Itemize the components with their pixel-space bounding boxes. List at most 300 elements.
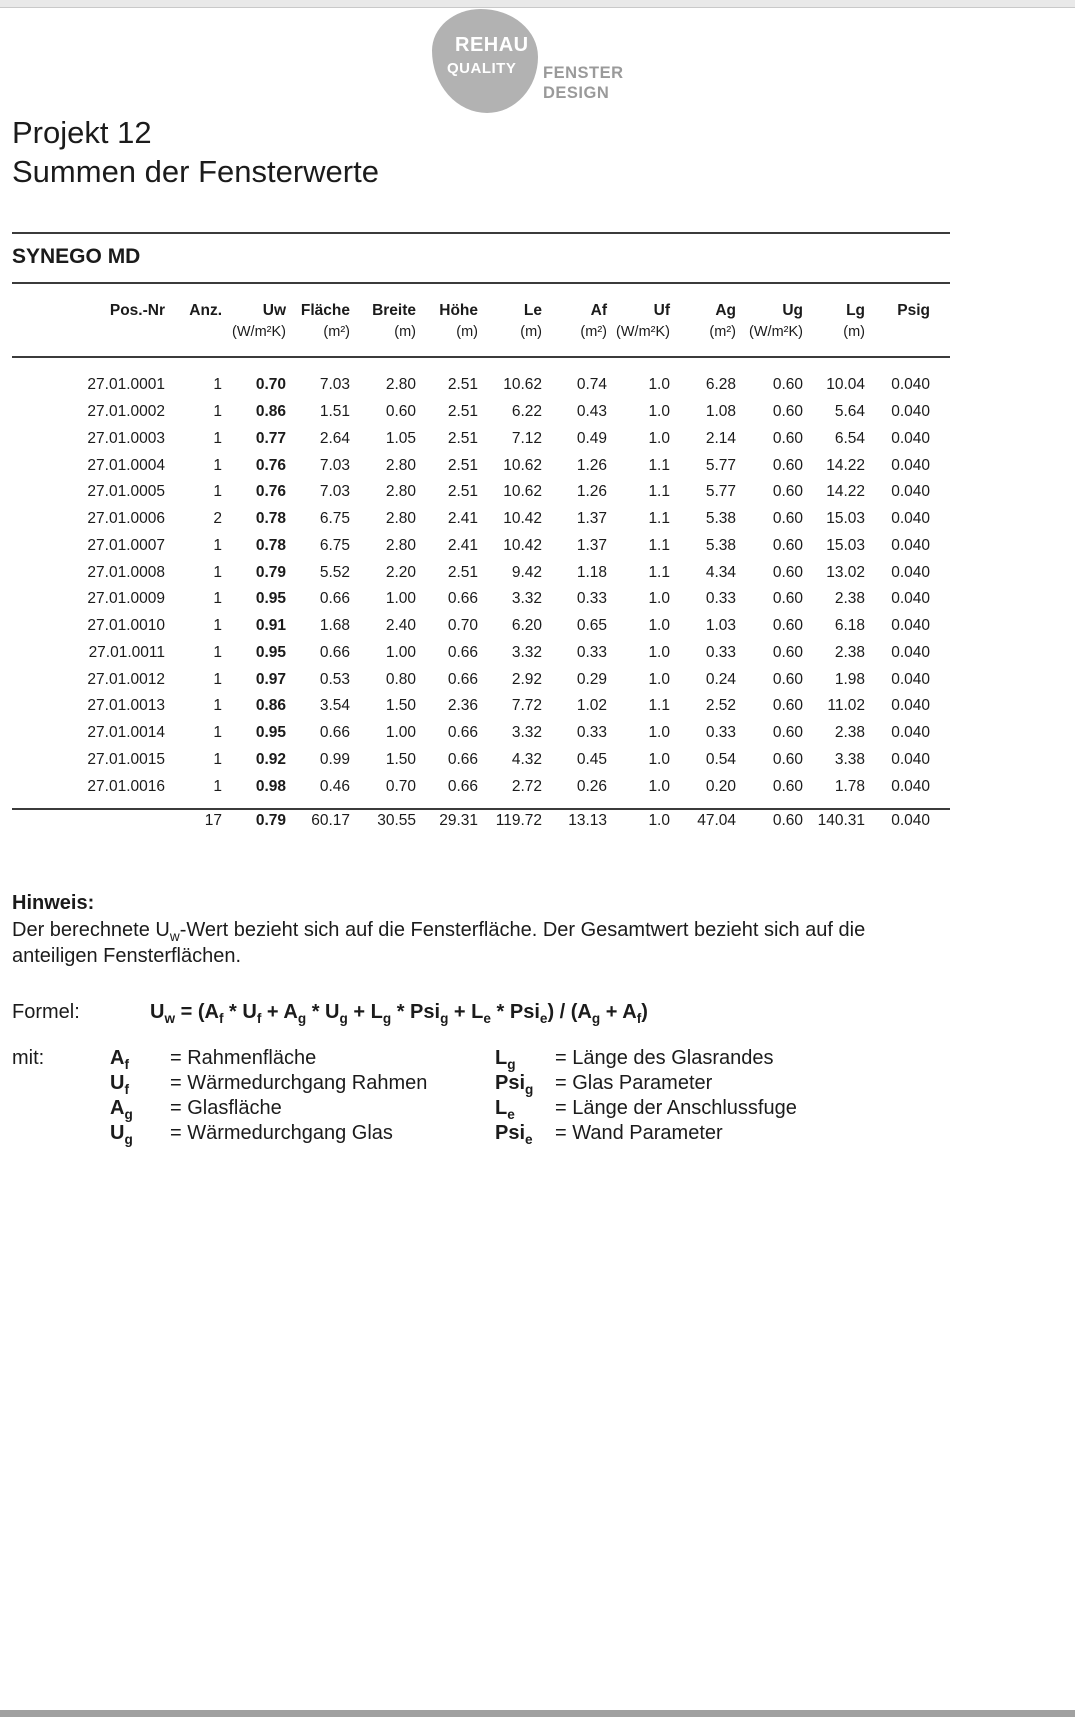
cell-lg: 2.38 [834, 643, 865, 661]
cell-flaeche: 0.66 [319, 724, 350, 742]
cell-ug: 0.60 [772, 724, 803, 742]
system-section-title: SYNEGO MD [12, 245, 141, 268]
total-lg: 140.31 [817, 812, 865, 829]
cell-le: 6.20 [511, 617, 542, 635]
cell-le: 6.22 [511, 403, 542, 421]
cell-le: 7.72 [511, 697, 542, 715]
cell-pos: 27.01.0016 [87, 777, 165, 795]
cell-uw: 0.95 [255, 590, 286, 608]
table-row [12, 426, 950, 453]
cell-ug: 0.60 [772, 670, 803, 688]
cell-ug: 0.60 [772, 777, 803, 795]
cell-uw: 0.91 [255, 617, 286, 635]
cell-flaeche: 0.46 [319, 777, 350, 795]
cell-lg: 10.04 [826, 376, 865, 394]
cell-lg: 13.02 [826, 563, 865, 581]
cell-lg: 11.02 [827, 697, 865, 715]
cell-af: 1.26 [576, 483, 607, 501]
cell-ag: 2.14 [705, 429, 736, 447]
cell-le: 9.42 [511, 563, 542, 581]
cell-psig: 0.040 [891, 724, 930, 742]
cell-anz: 1 [213, 563, 222, 581]
col-header-af: Af [590, 302, 607, 319]
cell-breite: 2.80 [385, 536, 416, 554]
legend-rows [12, 1046, 1063, 1146]
cell-ug: 0.60 [772, 563, 803, 581]
cell-af: 0.33 [576, 590, 607, 608]
logo-product-line1: FENSTER [543, 64, 624, 82]
cell-breite: 1.00 [385, 590, 416, 608]
cell-ag: 2.52 [705, 697, 736, 715]
legend-label: mit: [12, 1046, 45, 1069]
cell-pos: 27.01.0010 [87, 617, 165, 635]
cell-uf: 1.0 [648, 429, 670, 447]
legend-desc: = Glas Parameter [555, 1071, 713, 1094]
cell-breite: 1.50 [385, 750, 416, 768]
cell-uw: 0.92 [255, 750, 286, 768]
cell-anz: 1 [213, 643, 222, 661]
legend-desc: = Wärmedurchgang Rahmen [170, 1071, 428, 1094]
cell-hoehe: 2.51 [447, 456, 478, 474]
cell-lg: 5.64 [834, 403, 865, 421]
legend-label [12, 1071, 110, 1096]
logo-product-line2: DESIGN [543, 84, 610, 102]
col-unit-pos [12, 320, 165, 357]
cell-hoehe: 0.66 [447, 670, 478, 688]
col-unit-anz [165, 320, 222, 357]
col-header-flaeche: Fläche [300, 302, 350, 319]
cell-hoehe: 2.36 [447, 697, 478, 715]
cell-uf: 1.1 [648, 536, 670, 554]
cell-uw: 0.86 [255, 403, 286, 421]
cell-breite: 2.80 [385, 510, 416, 528]
table-row [12, 773, 950, 809]
logo-brand-line1: REHAU [455, 34, 529, 56]
cell-ug: 0.60 [772, 483, 803, 501]
cell-pos: 27.01.0007 [87, 536, 165, 554]
table-row [12, 747, 950, 774]
cell-hoehe: 2.41 [447, 510, 478, 528]
legend-desc: = Länge der Anschlussfuge [555, 1096, 797, 1119]
cell-af: 0.45 [576, 750, 607, 768]
totals-row [12, 809, 950, 832]
cell-le: 2.92 [511, 670, 542, 688]
cell-lg: 2.38 [834, 590, 865, 608]
cell-le: 10.62 [503, 483, 542, 501]
cell-pos: 27.01.0008 [87, 563, 165, 581]
cell-uf: 1.0 [648, 724, 670, 742]
cell-af: 1.02 [576, 697, 607, 715]
cell-pos: 27.01.0003 [87, 429, 165, 447]
cell-uf: 1.0 [648, 777, 670, 795]
total-uf: 1.0 [648, 812, 670, 829]
col-unit-lg: (m) [843, 324, 865, 340]
divider [12, 232, 950, 234]
col-header-ag: Ag [715, 302, 736, 319]
cell-ag: 1.08 [705, 403, 736, 421]
cell-psig: 0.040 [891, 670, 930, 688]
cell-lg: 2.38 [834, 724, 865, 742]
cell-uf: 1.1 [648, 563, 670, 581]
cell-uw: 0.95 [255, 724, 286, 742]
note-line1: Der berechnete $U_w$-Wert bezieht sich auf die Fensterfläche. Der Gesamtwert bezieht sich auf die [12, 918, 866, 944]
cell-ag: 6.28 [705, 376, 736, 394]
table-row [12, 666, 950, 693]
cell-ug: 0.60 [772, 617, 803, 635]
cell-flaeche: 5.52 [319, 563, 350, 581]
cell-le: 3.32 [511, 590, 542, 608]
cell-le: 3.32 [511, 724, 542, 742]
cell-hoehe: 0.66 [447, 643, 478, 661]
cell-breite: 1.00 [385, 724, 416, 742]
cell-uf: 1.0 [648, 617, 670, 635]
cell-ag: 5.38 [705, 536, 736, 554]
cell-ug: 0.60 [772, 590, 803, 608]
cell-anz: 1 [213, 697, 222, 715]
cell-uf: 1.1 [648, 456, 670, 474]
cell-flaeche: 7.03 [319, 483, 350, 501]
cell-lg: 1.78 [834, 777, 865, 795]
cell-flaeche: 0.66 [319, 590, 350, 608]
cell-ug: 0.60 [772, 510, 803, 528]
cell-flaeche: 6.75 [319, 536, 350, 554]
note-heading: Hinweis: [12, 892, 95, 914]
cell-psig: 0.040 [891, 643, 930, 661]
cell-ag: 5.77 [705, 456, 736, 474]
cell-uw: 0.86 [255, 697, 286, 715]
cell-anz: 1 [213, 590, 222, 608]
cell-psig: 0.040 [891, 510, 930, 528]
cell-ag: 5.77 [705, 483, 736, 501]
viewer-bottom-bar [0, 1710, 1075, 1717]
cell-psig: 0.040 [891, 536, 930, 554]
cell-psig: 0.040 [891, 456, 930, 474]
cell-flaeche: 1.68 [319, 617, 350, 635]
cell-psig: 0.040 [891, 376, 930, 394]
cell-pos: 27.01.0006 [87, 510, 165, 528]
cell-ag: 0.33 [705, 724, 736, 742]
cell-anz: 1 [213, 777, 222, 795]
col-header-lg: Lg [846, 302, 865, 319]
cell-uf: 1.0 [648, 750, 670, 768]
col-unit-af: (m²) [580, 324, 607, 340]
table-row [12, 586, 950, 613]
cell-uw: 0.97 [255, 670, 286, 688]
table-row [12, 533, 950, 560]
cell-pos: 27.01.0011 [88, 643, 165, 661]
cell-af: 1.37 [576, 536, 607, 554]
table-row [12, 399, 950, 426]
legend-row [12, 1121, 1063, 1146]
cell-breite: 2.80 [385, 483, 416, 501]
total-psig: 0.040 [891, 812, 930, 829]
cell-flaeche: 0.66 [319, 643, 350, 661]
note-line2: anteiligen Fensterflächen. [12, 945, 242, 967]
cell-af: 0.26 [576, 777, 607, 795]
logo-brand-line2: QUALITY [447, 60, 517, 77]
col-header-psig: Psig [897, 302, 930, 319]
cell-uf: 1.1 [648, 483, 670, 501]
cell-ag: 0.54 [705, 750, 736, 768]
cell-af: 0.65 [576, 617, 607, 635]
cell-af: 0.43 [576, 403, 607, 421]
cell-uf: 1.0 [648, 376, 670, 394]
cell-pos: 27.01.0002 [87, 403, 165, 421]
legend-desc: = Rahmenfläche [170, 1046, 317, 1069]
col-unit-uw: (W/m²K) [232, 324, 286, 340]
legend-symbol: $A_f$ [110, 1046, 129, 1072]
col-unit-ag: (m²) [709, 324, 736, 340]
rehau-logo [432, 9, 692, 119]
table-row [12, 357, 950, 399]
total-pos [12, 809, 165, 832]
cell-hoehe: 2.51 [447, 376, 478, 394]
col-header-uw: Uw [262, 302, 286, 319]
cell-pos: 27.01.0014 [87, 724, 165, 742]
col-header-anz: Anz. [189, 302, 222, 319]
cell-af: 1.18 [576, 563, 607, 581]
cell-uf: 1.0 [648, 403, 670, 421]
cell-uw: 0.79 [255, 563, 286, 581]
cell-uf: 1.0 [648, 670, 670, 688]
table-row [12, 640, 950, 667]
logo-product-name [543, 63, 624, 103]
cell-anz: 1 [213, 429, 222, 447]
table-row [12, 559, 950, 586]
legend-label [12, 1096, 110, 1121]
legend-desc: = Länge des Glasrandes [555, 1046, 774, 1069]
cell-le: 4.32 [511, 750, 542, 768]
col-header-ug: Ug [782, 302, 803, 319]
total-anz: 17 [204, 812, 222, 829]
cell-uw: 0.76 [255, 456, 286, 474]
col-unit-psig [865, 320, 950, 357]
cell-psig: 0.040 [891, 403, 930, 421]
table-body [12, 357, 950, 809]
cell-pos: 27.01.0005 [87, 483, 165, 501]
col-unit-breite: (m) [394, 324, 416, 340]
cell-af: 0.33 [576, 643, 607, 661]
cell-uf: 1.0 [648, 643, 670, 661]
cell-hoehe: 2.51 [447, 429, 478, 447]
formula-label: Formel: [12, 1000, 80, 1023]
cell-anz: 2 [213, 510, 222, 528]
cell-ag: 5.38 [705, 510, 736, 528]
table-row [12, 452, 950, 479]
cell-uf: 1.1 [648, 510, 670, 528]
col-unit-ug: (W/m²K) [749, 324, 803, 340]
legend-desc: = Wärmedurchgang Glas [170, 1121, 393, 1144]
cell-lg: 3.38 [834, 750, 865, 768]
total-le: 119.72 [495, 812, 542, 829]
cell-anz: 1 [213, 456, 222, 474]
cell-uf: 1.0 [648, 590, 670, 608]
legend-symbol: $A_g$ [110, 1096, 133, 1122]
cell-anz: 1 [213, 617, 222, 635]
cell-anz: 1 [213, 376, 222, 394]
cell-breite: 1.50 [385, 697, 416, 715]
table-row [12, 613, 950, 640]
legend-symbol: $L_e$ [495, 1096, 515, 1122]
cell-pos: 27.01.0015 [87, 750, 165, 768]
cell-hoehe: 0.66 [447, 724, 478, 742]
cell-ag: 0.33 [705, 590, 736, 608]
cell-af: 1.37 [576, 510, 607, 528]
cell-af: 0.49 [576, 429, 607, 447]
cell-ug: 0.60 [772, 750, 803, 768]
table-row [12, 693, 950, 720]
cell-ug: 0.60 [772, 376, 803, 394]
legend-desc: = Wand Parameter [555, 1121, 723, 1144]
cell-hoehe: 2.41 [447, 536, 478, 554]
cell-anz: 1 [213, 724, 222, 742]
cell-flaeche: 7.03 [319, 456, 350, 474]
total-breite: 30.55 [377, 812, 416, 829]
cell-pos: 27.01.0004 [87, 456, 165, 474]
legend-row [12, 1046, 1063, 1071]
col-unit-hoehe: (m) [456, 324, 478, 340]
cell-hoehe: 0.66 [447, 590, 478, 608]
cell-lg: 14.22 [826, 483, 865, 501]
cell-psig: 0.040 [891, 563, 930, 581]
cell-flaeche: 1.51 [319, 403, 350, 421]
cell-le: 10.42 [503, 536, 542, 554]
cell-le: 10.42 [503, 510, 542, 528]
cell-breite: 1.00 [385, 643, 416, 661]
col-unit-uf: (W/m²K) [616, 324, 670, 340]
cell-flaeche: 7.03 [319, 376, 350, 394]
table-row [12, 506, 950, 533]
cell-le: 2.72 [511, 777, 542, 795]
total-ag: 47.04 [697, 812, 736, 829]
cell-psig: 0.040 [891, 750, 930, 768]
total-flaeche: 60.17 [311, 812, 350, 829]
cell-hoehe: 2.51 [447, 483, 478, 501]
table-row [12, 479, 950, 506]
col-header-pos: Pos.-Nr [109, 302, 165, 319]
cell-hoehe: 2.51 [447, 403, 478, 421]
legend-symbol: Psi$_e$ [495, 1121, 533, 1147]
cell-ag: 0.24 [705, 670, 736, 688]
cell-breite: 0.60 [385, 403, 416, 421]
cell-uw: 0.77 [255, 429, 286, 447]
cell-le: 7.12 [511, 429, 542, 447]
cell-uw: 0.76 [255, 483, 286, 501]
cell-hoehe: 0.66 [447, 750, 478, 768]
col-unit-flaeche: (m²) [323, 324, 350, 340]
cell-ug: 0.60 [772, 429, 803, 447]
cell-hoehe: 2.51 [447, 563, 478, 581]
cell-psig: 0.040 [891, 483, 930, 501]
legend-symbol: Psi$_g$ [495, 1071, 534, 1097]
col-header-breite: Breite [372, 302, 416, 319]
cell-anz: 1 [213, 750, 222, 768]
cell-uf: 1.1 [648, 697, 670, 715]
cell-ag: 4.34 [705, 563, 736, 581]
cell-uw: 0.78 [255, 510, 286, 528]
cell-le: 3.32 [511, 643, 542, 661]
cell-psig: 0.040 [891, 617, 930, 635]
cell-af: 0.74 [576, 376, 607, 394]
page-subtitle: Summen der Fensterwerte [12, 154, 379, 189]
cell-af: 0.29 [576, 670, 607, 688]
cell-ug: 0.60 [772, 697, 803, 715]
cell-lg: 15.03 [826, 510, 865, 528]
cell-ug: 0.60 [772, 403, 803, 421]
cell-uw: 0.78 [255, 536, 286, 554]
col-header-uf: Uf [653, 302, 670, 319]
cell-breite: 2.40 [385, 617, 416, 635]
legend-row [12, 1071, 1063, 1096]
cell-breite: 2.20 [385, 563, 416, 581]
table-totals [12, 809, 950, 832]
cell-ag: 0.33 [705, 643, 736, 661]
viewer-top-bar [0, 0, 1075, 8]
cell-pos: 27.01.0012 [87, 670, 165, 688]
cell-anz: 1 [213, 536, 222, 554]
cell-lg: 1.98 [834, 670, 865, 688]
cell-flaeche: 0.99 [319, 750, 350, 768]
legend-label [12, 1121, 110, 1146]
cell-hoehe: 0.70 [447, 617, 478, 635]
cell-breite: 0.80 [385, 670, 416, 688]
cell-anz: 1 [213, 403, 222, 421]
cell-pos: 27.01.0001 [87, 376, 165, 394]
total-uw: 0.79 [255, 812, 286, 829]
window-values-table [12, 282, 950, 832]
total-ug: 0.60 [772, 812, 803, 829]
cell-af: 0.33 [576, 724, 607, 742]
cell-ug: 0.60 [772, 643, 803, 661]
formula-expression: $U_w = (A_f * U_f + A_g * U_g + L_g * Psi_g + L_e * Psi_e) / (A_g + A_f)$ [150, 1000, 648, 1026]
legend-row [12, 1096, 1063, 1121]
cell-psig: 0.040 [891, 429, 930, 447]
cell-uw: 0.98 [255, 777, 286, 795]
cell-pos: 27.01.0009 [87, 590, 165, 608]
legend-symbol: $U_f$ [110, 1071, 129, 1097]
cell-flaeche: 0.53 [319, 670, 350, 688]
cell-ug: 0.60 [772, 536, 803, 554]
cell-ag: 0.20 [705, 777, 736, 795]
cell-af: 1.26 [576, 456, 607, 474]
total-af: 13.13 [568, 812, 607, 829]
cell-flaeche: 2.64 [319, 429, 350, 447]
cell-breite: 1.05 [385, 429, 416, 447]
cell-psig: 0.040 [891, 777, 930, 795]
legend-symbol: $U_g$ [110, 1121, 133, 1147]
cell-breite: 2.80 [385, 376, 416, 394]
cell-flaeche: 6.75 [319, 510, 350, 528]
cell-lg: 6.18 [834, 617, 865, 635]
cell-breite: 0.70 [385, 777, 416, 795]
cell-anz: 1 [213, 483, 222, 501]
header-unit-row [12, 320, 950, 357]
cell-psig: 0.040 [891, 590, 930, 608]
col-unit-le: (m) [520, 324, 542, 340]
cell-le: 10.62 [503, 376, 542, 394]
cell-psig: 0.040 [891, 697, 930, 715]
formula-block [12, 1001, 1063, 1024]
table-header [12, 283, 950, 357]
col-header-hoehe: Höhe [439, 302, 478, 319]
col-header-le: Le [523, 302, 542, 319]
cell-lg: 15.03 [826, 536, 865, 554]
total-hoehe: 29.31 [439, 812, 478, 829]
cell-hoehe: 0.66 [447, 777, 478, 795]
cell-pos: 27.01.0013 [87, 697, 165, 715]
cell-ag: 1.03 [705, 617, 736, 635]
cell-flaeche: 3.54 [319, 697, 350, 715]
